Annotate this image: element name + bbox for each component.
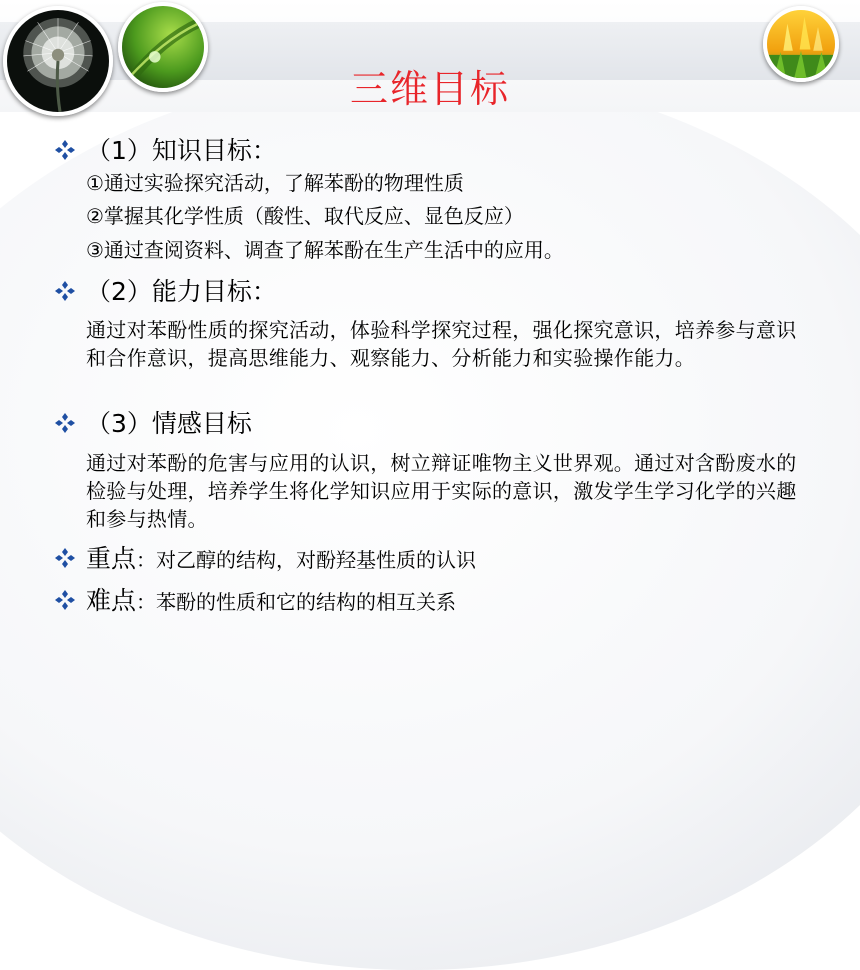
list-item: ①通过实验探究活动，了解苯酚的物理性质 (86, 171, 464, 195)
section-heading-text: （2）能力目标： (86, 277, 277, 306)
four-diamond-bullet-icon (54, 280, 80, 302)
key-point-label: 重点 (86, 544, 137, 573)
four-diamond-bullet-icon (54, 412, 80, 434)
four-diamond-bullet-icon (54, 139, 80, 161)
section-heading-text: （1）知识目标： (86, 136, 277, 165)
key-point-text: ：对乙醇的结构，对酚羟基性质的认识 (136, 548, 477, 572)
section-heading-emotion (54, 409, 252, 439)
key-point (54, 544, 476, 575)
difficult-point (54, 586, 456, 617)
four-diamond-bullet-icon (54, 547, 80, 569)
section-heading-knowledge (54, 136, 277, 166)
difficult-point-label: 难点 (86, 586, 137, 615)
paragraph: 通过对苯酚性质的探究活动，体验科学探究过程，强化探究意识，培养参与意识和合作意识，提高思维能力、观察能力、分析能力和实验操作能力。 (86, 318, 797, 370)
section-heading-ability (54, 277, 277, 307)
four-diamond-bullet-icon (54, 589, 80, 611)
list-item: ③通过查阅资料、调查了解苯酚在生产生活中的应用。 (86, 238, 564, 262)
paragraph: 通过对苯酚的危害与应用的认识，树立辩证唯物主义世界观。通过对含酚废水的检验与处理，培养学生将化学知识应用于实际的意识，激发学生学习化学的兴趣和参与热情。 (86, 451, 797, 531)
difficult-point-text: ：苯酚的性质和它的结构的相互关系 (136, 590, 457, 614)
page-title: 三维目标 (349, 67, 510, 111)
list-item: ②掌握其化学性质（酸性、取代反应、显色反应） (86, 204, 524, 228)
section-heading-text: （3）情感目标 (86, 409, 252, 438)
